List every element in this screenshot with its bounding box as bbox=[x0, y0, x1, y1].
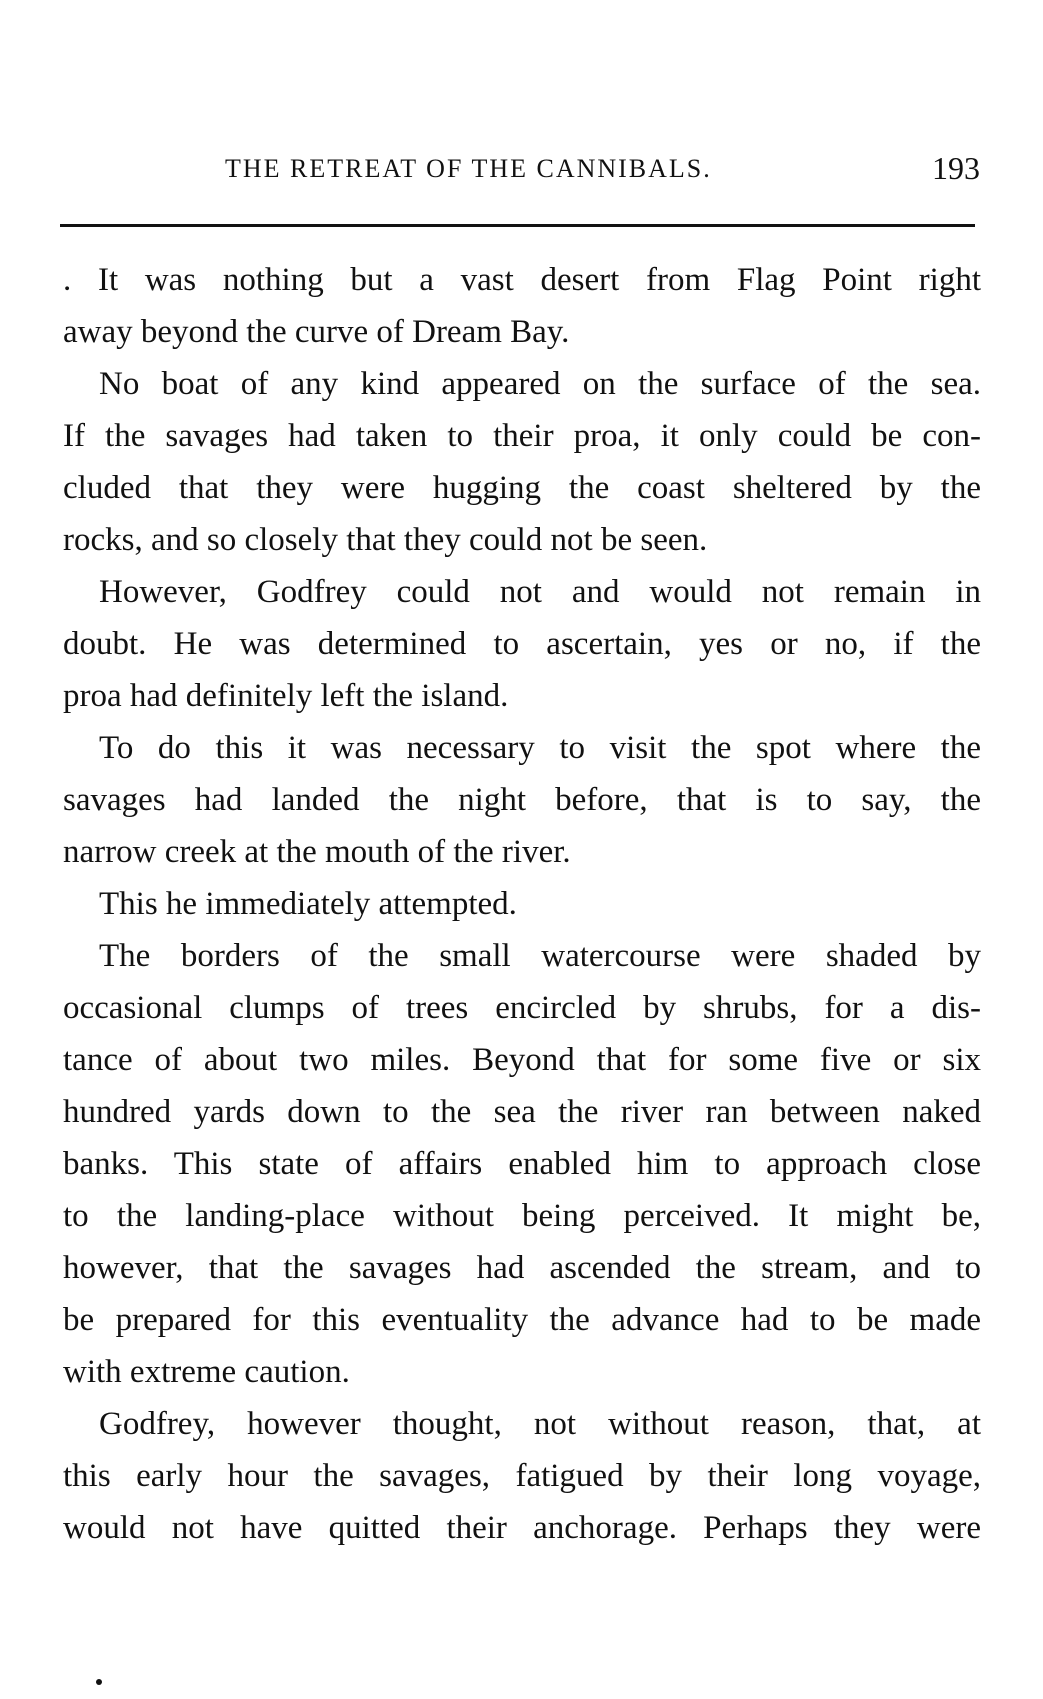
text-line: doubt. He was determined to ascertain, yes or no, if the bbox=[63, 626, 981, 662]
text-line: banks. This state of affairs enabled him to approach close bbox=[63, 1146, 981, 1182]
text-line: with extreme caution. bbox=[63, 1354, 350, 1390]
text-line: proa had definitely left the island. bbox=[63, 678, 509, 714]
text-line: however, that the savages had ascended the stream, and to bbox=[63, 1250, 981, 1286]
text-line: be prepared for this eventuality the advance had to be made bbox=[63, 1302, 981, 1338]
text-line: away beyond the curve of Dream Bay. bbox=[63, 314, 570, 350]
text-line: savages had landed the night before, that is to say, the bbox=[63, 782, 981, 818]
running-title: THE RETREAT OF THE CANNIBALS. bbox=[225, 154, 712, 183]
text-line: . It was nothing but a vast desert from Flag Point right bbox=[63, 262, 981, 298]
body-text bbox=[63, 254, 981, 1554]
text-line: this early hour the savages, fatigued by their long voyage, bbox=[63, 1458, 981, 1494]
running-head bbox=[60, 150, 980, 190]
text-line: hundred yards down to the sea the river ran between naked bbox=[63, 1094, 981, 1130]
text-line: To do this it was necessary to visit the spot where the bbox=[99, 730, 981, 766]
page-number: 193 bbox=[932, 150, 980, 186]
text-line: cluded that they were hugging the coast sheltered by the bbox=[63, 470, 981, 506]
text-line: The borders of the small watercourse were shaded by bbox=[99, 938, 981, 974]
text-line: to the landing-place without being perceived. It might be, bbox=[63, 1198, 981, 1234]
text-line: No boat of any kind appeared on the surface of the sea. bbox=[99, 366, 981, 402]
text-line: Godfrey, however thought, not without reason, that, at bbox=[99, 1406, 981, 1442]
print-speck bbox=[96, 1679, 102, 1685]
text-line: tance of about two miles. Beyond that for some five or six bbox=[63, 1042, 981, 1078]
text-line: If the savages had taken to their proa, it only could be con- bbox=[63, 418, 981, 454]
text-line: However, Godfrey could not and would not remain in bbox=[99, 574, 981, 610]
text-line: would not have quitted their anchorage. Perhaps they were bbox=[63, 1510, 981, 1546]
text-line: rocks, and so closely that they could not be seen. bbox=[63, 522, 708, 558]
text-line: occasional clumps of trees encircled by shrubs, for a dis- bbox=[63, 990, 981, 1026]
header-rule bbox=[60, 224, 975, 227]
text-line: narrow creek at the mouth of the river. bbox=[63, 834, 571, 870]
text-line: This he immediately attempted. bbox=[99, 886, 517, 922]
